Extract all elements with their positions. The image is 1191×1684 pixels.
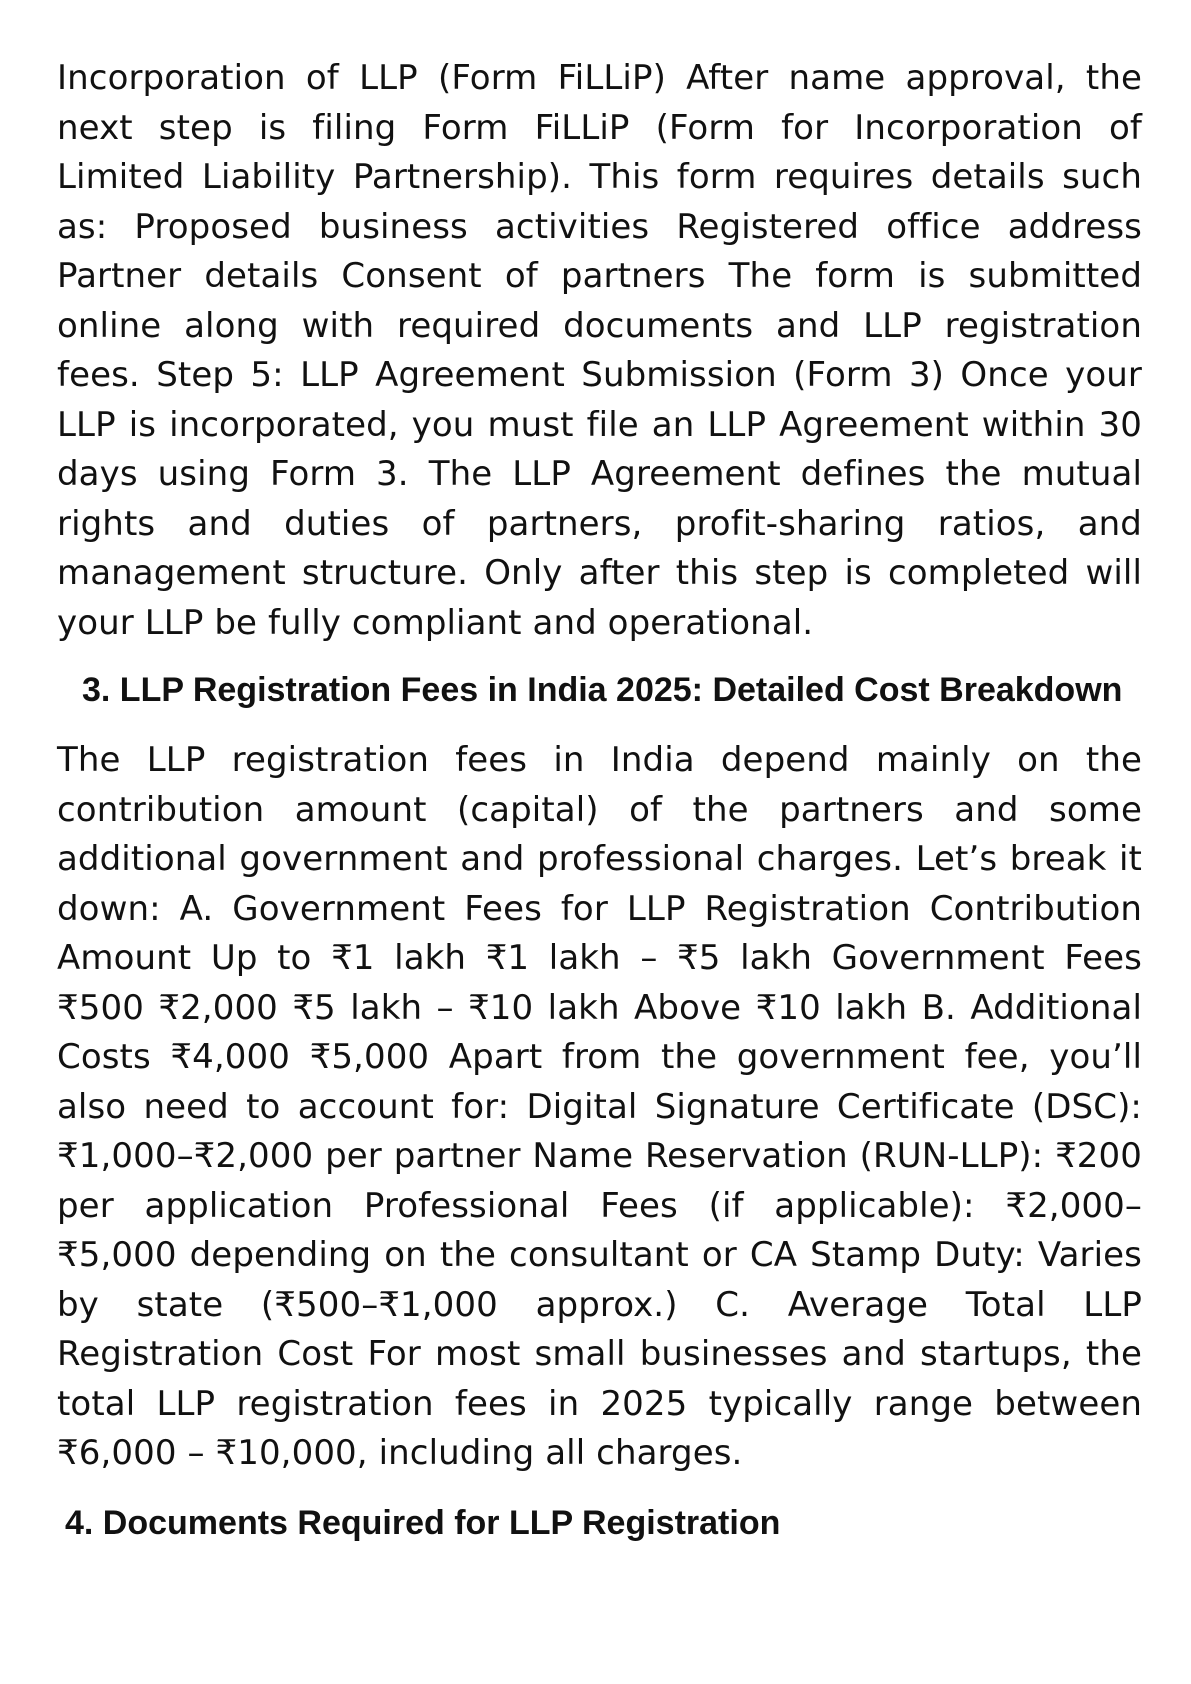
fees-paragraph: The LLP registration fees in India depend mainly on the contribution amount (capital) of the partners and some additional government and professional charges. Let’s break it down: A. Government Fees for LLP Registration Contribution Amount Up to ₹1 lakh ₹1 lakh – ₹5 lakh Government Fees ₹500 ₹2,000 ₹5 lakh – ₹10 lakh Above ₹10 lakh B. Additional Costs ₹4,000 ₹5,000 Apart from the government fee, you’ll also need to account for: Digital Signature Certificate (DSC): ₹1,000–₹2,000 per partner Name Reservation (RUN-LLP): ₹200 per application Professional Fees (if applicable): ₹2,000–₹5,000 depending on the consultant or CA Stamp Duty: Varies by state (₹500–₹1,000 approx.) C. Average Total LLP Registration Cost For most small businesses and startups, the total LLP registration fees in 2025 typically range between ₹6,000 – ₹10,000, including all charges. (57, 740, 1142, 1473)
section-3-heading: 3. LLP Registration Fees in India 2025: Detailed Cost Breakdown (82, 671, 1123, 709)
intro-paragraph: Incorporation of LLP (Form FiLLiP) After name approval, the next step is filing Form FiLLiP (Form for Incorporation of Limited Liability Partnership). This form requires details such as: Proposed business activities Registered office address Partner details Consent of partners The form is submitted online along with required documents and LLP registration fees. Step 5: LLP Agreement Submission (Form 3) Once your LLP is incorporated, you must file an LLP Agreement within 30 days using Form 3. The LLP Agreement defines the mutual rights and duties of partners, profit-sharing ratios, and management structure. Only after this step is completed will your LLP be fully compliant and operational. (57, 58, 1142, 643)
document-page (57, 54, 1142, 1547)
section-4-heading: 4. Documents Required for LLP Registration (65, 1503, 781, 1542)
